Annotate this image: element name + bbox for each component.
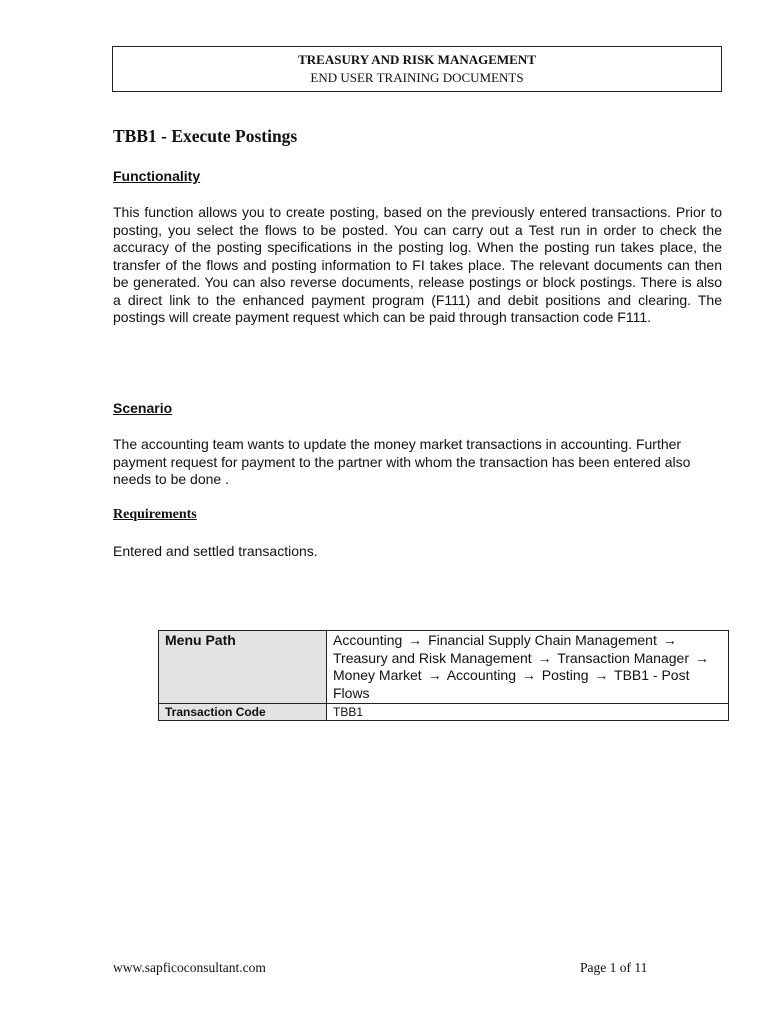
menu-step: Transaction Manager xyxy=(557,649,689,666)
menu-step: TBB1 - Post Flows xyxy=(333,667,690,701)
page-title: TBB1 - Execute Postings xyxy=(113,126,298,146)
menu-path-row xyxy=(159,631,729,704)
transaction-code-value: TBB1 xyxy=(327,704,729,721)
transaction-code-label: Transaction Code xyxy=(159,704,327,721)
functionality-text: This function allows you to create posting, based on the previously entered transactions. Prior to posting, you select the flows to be posted. You can carry out a Test run in order to check the accuracy of the posting specifications in the posting log. When the posting run takes place, the transfer of the flows and posting information to FI takes place. The relevant documents can then be generated. You can also reverse documents, release postings or block postings. There is also a direct link to the enhanced payment program (F111) and debit positions and clearing. The postings will create payment request which can be paid through transaction code F111. xyxy=(113,204,722,325)
scenario-text: The accounting team wants to update the money market transactions in accounting. Further payment request for payment to the partner with whom the transaction has been entered also needs to be done . xyxy=(113,436,691,487)
menu-path-table xyxy=(158,630,729,721)
header-subtitle: END USER TRAINING DOCUMENTS xyxy=(310,70,524,85)
arrow-right-icon: → xyxy=(537,649,552,666)
menu-step: Accounting xyxy=(333,632,403,648)
footer-page-number: Page 1 of 11 xyxy=(580,960,648,975)
arrow-right-icon: → xyxy=(427,667,442,683)
menu-step: Money Market xyxy=(333,667,422,683)
functionality-heading: Functionality xyxy=(113,168,201,184)
menu-path-value xyxy=(327,631,729,704)
menu-step: Financial Supply Chain Management xyxy=(428,632,657,648)
menu-path-label: Menu Path xyxy=(159,631,327,704)
arrow-right-icon: → xyxy=(521,667,536,683)
menu-step: Posting xyxy=(541,667,589,683)
arrow-right-icon: → xyxy=(662,632,677,648)
menu-step: Accounting xyxy=(446,667,516,683)
arrow-right-icon: → xyxy=(594,667,609,683)
scenario-heading: Scenario xyxy=(113,400,173,416)
arrow-right-icon: → xyxy=(694,649,709,666)
header-title: TREASURY AND RISK MANAGEMENT xyxy=(298,52,536,67)
menu-step: Treasury and Risk Management xyxy=(333,649,532,666)
arrow-right-icon: → xyxy=(408,632,423,648)
document-header xyxy=(112,46,722,92)
transaction-code-row xyxy=(159,704,729,721)
requirements-text: Entered and settled transactions. xyxy=(113,543,318,559)
footer-website: www.sapficoconsultant.com xyxy=(113,960,266,975)
requirements-heading: Requirements xyxy=(113,507,197,522)
